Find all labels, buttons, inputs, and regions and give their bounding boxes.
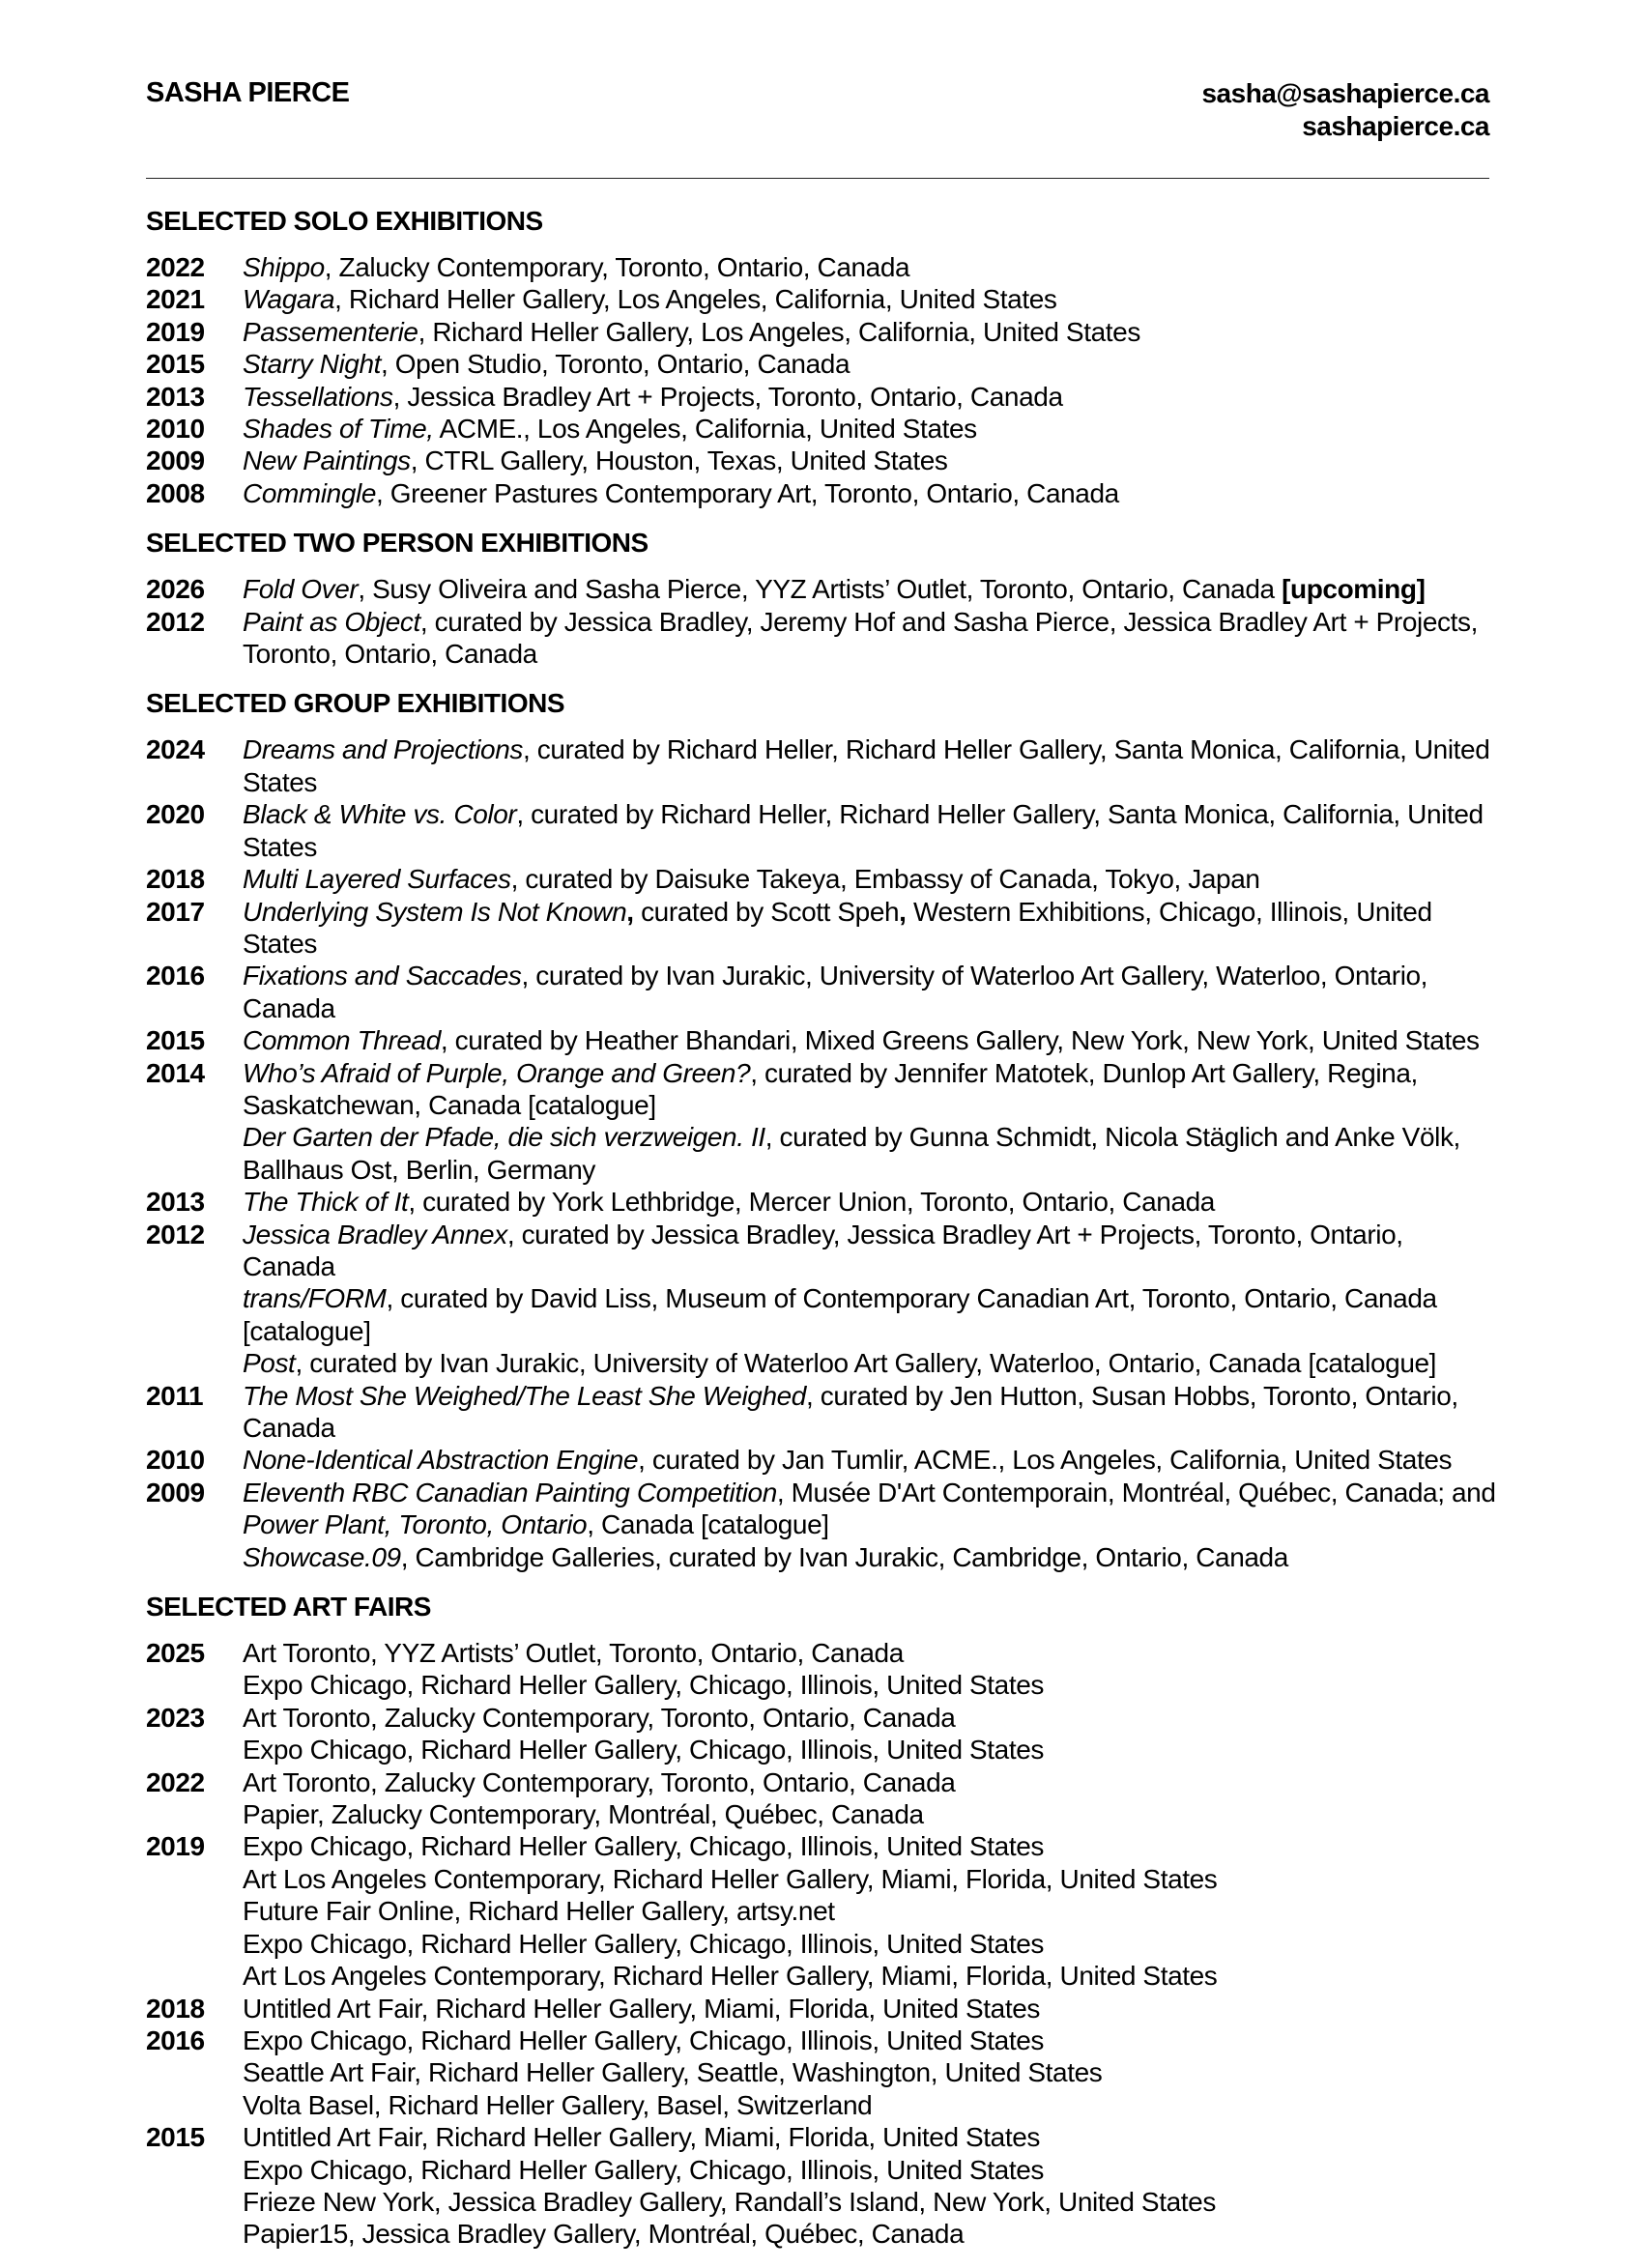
cv-row	[146, 1702, 1499, 1766]
entry-detail: , curated by Daisuke Takeya, Embassy of Canada, Tokyo, Japan	[510, 864, 1260, 895]
entry-detail: , Greener Pastures Contemporary Art, Toronto, Ontario, Canada	[376, 477, 1119, 508]
header	[146, 77, 1489, 155]
entry-list	[243, 251, 1499, 283]
cv-row	[146, 606, 1499, 671]
cv-row	[146, 573, 1499, 605]
artist-name: SASHA PIERCE	[146, 77, 350, 108]
entry-year: 2012	[146, 1219, 205, 1249]
entry-list	[243, 1766, 1499, 1831]
entry-detail: , Musée D'Art Contemporain, Montréal, Québec, Canada; and	[776, 1477, 1496, 1507]
entry-text	[243, 1766, 1499, 1798]
entry-detail: , Susy Oliveira and Sasha Pierce, YYZ Artists’ Outlet, Toronto, Ontario, Canada	[358, 574, 1283, 605]
entry-text	[243, 316, 1499, 348]
cv-row	[146, 863, 1499, 895]
entry-list	[243, 1477, 1499, 1573]
entry-detail: , curated by Jennifer Matotek, Dunlop Art Gallery, Regina, Saskatchewan, Canada [catalogue]	[243, 1057, 1418, 1120]
cv-section	[146, 1591, 1499, 2251]
entry-text	[243, 2154, 1499, 2186]
entry-detail: Art Los Angeles Contemporary, Richard Heller Gallery, Miami, Florida, United States	[243, 1863, 1218, 1894]
entry-title: Fold Over	[243, 574, 359, 605]
entry-title: New Paintings	[243, 445, 411, 476]
entry-year: 2018	[146, 1993, 205, 2024]
cv-row	[146, 1993, 1499, 2024]
entry-detail: , Zalucky Contemporary, Toronto, Ontario, Canada	[324, 252, 910, 282]
cv-row	[146, 960, 1499, 1024]
entry-text	[243, 1895, 1499, 1927]
entry-text	[243, 1477, 1499, 1541]
email-link[interactable]: sasha@sashapierce.ca	[1201, 78, 1489, 108]
cv-row	[146, 2121, 1499, 2251]
section-title: SELECTED TWO PERSON EXHIBITIONS	[146, 528, 649, 559]
entry-detail: Papier, Zalucky Contemporary, Montréal, Québec, Canada	[243, 1799, 924, 1830]
entry-year: 2012	[146, 606, 205, 637]
cv-row	[146, 413, 1499, 445]
entry-title: None-Identical Abstraction Engine	[243, 1445, 639, 1476]
entry-text	[243, 573, 1499, 605]
entry-year: 2018	[146, 864, 205, 895]
entry-title: Paint as Object	[243, 606, 420, 637]
entry-text	[243, 2089, 1499, 2121]
entry-title: Starry Night	[243, 349, 382, 380]
entry-list	[243, 445, 1499, 476]
entry-title: Post	[243, 1348, 296, 1379]
entry-detail: Volta Basel, Richard Heller Gallery, Basel, Switzerland	[243, 2089, 873, 2120]
cv-section	[146, 527, 1499, 670]
entry-list	[243, 316, 1499, 348]
entry-text	[243, 445, 1499, 476]
entry-detail: , curated by David Liss, Museum of Contemporary Canadian Art, Toronto, Ontario, Canada [catalogue]	[243, 1283, 1437, 1346]
entry-text	[243, 1347, 1499, 1379]
entry-title: Common Thread	[243, 1025, 441, 1056]
entry-year: 2009	[146, 445, 205, 476]
cv-row	[146, 251, 1499, 283]
entry-text	[243, 251, 1499, 283]
entry-detail: Art Toronto, Zalucky Contemporary, Toronto, Ontario, Canada	[243, 1702, 956, 1733]
cv-row	[146, 381, 1499, 413]
entry-text	[243, 2024, 1499, 2056]
entry-text	[243, 1830, 1499, 1862]
entry-text	[243, 1637, 1499, 1669]
header-divider	[146, 178, 1489, 179]
cv-row	[146, 1380, 1499, 1445]
entry-list	[243, 863, 1499, 895]
entry-year: 2017	[146, 896, 205, 927]
entry-title: Who’s Afraid of Purple, Orange and Green?	[243, 1057, 751, 1088]
entry-list	[243, 381, 1499, 413]
cv-row	[146, 896, 1499, 961]
entry-text	[243, 477, 1499, 509]
entry-text	[243, 1928, 1499, 1960]
entry-detail: , curated by Gunna Schmidt, Nicola Stäglich and Anke Völk, Ballhaus Ost, Berlin, Germany	[243, 1122, 1460, 1185]
entry-text	[243, 1798, 1499, 1830]
entry-list	[243, 896, 1499, 961]
entry-detail: , curated by Richard Heller, Richard Heller Gallery, Santa Monica, California, United States	[243, 799, 1484, 862]
entry-list	[243, 1024, 1499, 1056]
entry-detail: , Richard Heller Gallery, Los Angeles, California, United States	[334, 284, 1057, 315]
entry-year: 2010	[146, 414, 205, 445]
entry-year: 2013	[146, 381, 205, 412]
entry-text	[243, 1186, 1499, 1218]
entry-detail: ,	[899, 896, 907, 927]
entry-list	[243, 606, 1499, 671]
entry-title: Passementerie	[243, 316, 418, 347]
entry-year: 2011	[146, 1380, 204, 1411]
entry-title: Shades of Time,	[243, 414, 434, 445]
entry-text	[243, 2218, 1499, 2250]
contact-block	[1201, 77, 1489, 143]
entry-title: Black & White vs. Color	[243, 799, 517, 830]
entry-detail: Expo Chicago, Richard Heller Gallery, Chicago, Illinois, United States	[243, 1735, 1044, 1766]
entry-detail: Expo Chicago, Richard Heller Gallery, Chicago, Illinois, United States	[243, 1670, 1044, 1701]
cv-row	[146, 1830, 1499, 1992]
entry-year: 2013	[146, 1187, 205, 1218]
entry-detail: , Jessica Bradley Art + Projects, Toronto, Ontario, Canada	[392, 381, 1063, 412]
entry-year: 2015	[146, 1025, 205, 1056]
cv-row	[146, 798, 1499, 863]
entry-list	[243, 1186, 1499, 1218]
entry-text	[243, 1024, 1499, 1056]
entry-title: Showcase.09	[243, 1541, 401, 1572]
entry-text	[243, 1863, 1499, 1895]
entry-text	[243, 1993, 1499, 2024]
entry-title: Dreams and Projections	[243, 734, 523, 765]
entry-list	[243, 1702, 1499, 1766]
entry-text	[243, 1057, 1499, 1122]
entry-detail: [upcoming]	[1282, 574, 1426, 605]
cv-row	[146, 1766, 1499, 1831]
entry-year: 2025	[146, 1638, 205, 1669]
entry-title: trans/FORM	[243, 1283, 387, 1314]
entry-title: Underlying System Is Not Known	[243, 896, 627, 927]
entry-title: Commingle	[243, 477, 376, 508]
entry-detail: , curated by Richard Heller, Richard Heller Gallery, Santa Monica, California, United States	[243, 734, 1490, 797]
entry-title: Tessellations	[243, 381, 393, 412]
entry-year: 2021	[146, 284, 205, 315]
entry-list	[243, 2024, 1499, 2121]
entry-text	[243, 1734, 1499, 1766]
cv-section	[146, 687, 1499, 1573]
entry-list	[243, 1830, 1499, 1992]
entry-detail: , curated by Heather Bhandari, Mixed Greens Gallery, New York, New York, United States	[440, 1025, 1480, 1056]
entry-year: 2022	[146, 252, 205, 282]
entry-detail: , Open Studio, Toronto, Ontario, Canada	[381, 349, 850, 380]
entry-text	[243, 1282, 1499, 1347]
entry-text	[243, 1121, 1499, 1186]
entry-detail: Expo Chicago, Richard Heller Gallery, Chicago, Illinois, United States	[243, 1831, 1044, 1862]
entry-detail: Art Toronto, Zalucky Contemporary, Toronto, Ontario, Canada	[243, 1766, 956, 1797]
entry-detail: , curated by Jen Hutton, Susan Hobbs, Toronto, Ontario, Canada	[243, 1380, 1458, 1443]
entry-title: Wagara	[243, 284, 335, 315]
entry-title: The Thick of It	[243, 1187, 409, 1218]
entry-detail: Art Toronto, YYZ Artists’ Outlet, Toronto, Ontario, Canada	[243, 1638, 904, 1669]
entry-detail: Future Fair Online, Richard Heller Gallery, artsy.net	[243, 1896, 835, 1927]
entry-detail: Untitled Art Fair, Richard Heller Gallery, Miami, Florida, United States	[243, 2122, 1040, 2153]
entry-detail: , Canada [catalogue]	[587, 1509, 829, 1540]
entry-title: Multi Layered Surfaces	[243, 864, 511, 895]
entry-text	[243, 733, 1499, 798]
entry-detail: ACME., Los Angeles, California, United States	[433, 414, 977, 445]
entry-detail: curated by Scott Speh	[633, 896, 900, 927]
entry-detail: , curated by York Lethbridge, Mercer Union, Toronto, Ontario, Canada	[408, 1187, 1215, 1218]
cv-row	[146, 2024, 1499, 2121]
entry-text	[243, 1702, 1499, 1734]
entry-year: 2023	[146, 1702, 205, 1733]
cv-row	[146, 316, 1499, 348]
cv-row	[146, 477, 1499, 509]
entry-year: 2016	[146, 2024, 205, 2055]
entry-year: 2020	[146, 799, 205, 830]
entry-detail: , CTRL Gallery, Houston, Texas, United States	[410, 445, 948, 476]
entry-year: 2024	[146, 734, 205, 765]
entry-list	[243, 283, 1499, 315]
entry-list	[243, 1380, 1499, 1445]
entry-text	[243, 2056, 1499, 2088]
entry-text	[243, 1380, 1499, 1445]
entry-year: 2009	[146, 1477, 205, 1507]
cv-row	[146, 1057, 1499, 1187]
entry-title: Power Plant, Toronto, Ontario	[243, 1509, 588, 1540]
entry-list	[243, 1993, 1499, 2024]
entry-detail: Expo Chicago, Richard Heller Gallery, Chicago, Illinois, United States	[243, 2154, 1044, 2185]
entry-text	[243, 381, 1499, 413]
entry-list	[243, 960, 1499, 1024]
cv-row	[146, 283, 1499, 315]
entry-text	[243, 283, 1499, 315]
cv-row	[146, 733, 1499, 798]
entry-detail: Expo Chicago, Richard Heller Gallery, Chicago, Illinois, United States	[243, 2024, 1044, 2055]
entry-year: 2014	[146, 1057, 205, 1088]
entry-title: Der Garten der Pfade, die sich verzweigen. II	[243, 1122, 765, 1153]
cv-row	[146, 1219, 1499, 1380]
entry-title: Shippo	[243, 252, 325, 282]
entry-detail: , curated by Jessica Bradley, Jeremy Hof and Sasha Pierce, Jessica Bradley Art + Projects, Toronto, Ontario, Canada	[243, 606, 1478, 670]
entry-detail: Frieze New York, Jessica Bradley Gallery, Randall’s Island, New York, United States	[243, 2186, 1216, 2217]
entry-detail: Expo Chicago, Richard Heller Gallery, Chicago, Illinois, United States	[243, 1928, 1044, 1959]
entry-year: 2022	[146, 1766, 205, 1797]
entry-text	[243, 348, 1499, 380]
entry-detail: , curated by Jessica Bradley, Jessica Bradley Art + Projects, Toronto, Ontario, Canada	[243, 1219, 1403, 1281]
entry-detail: Papier15, Jessica Bradley Gallery, Montréal, Québec, Canada	[243, 2219, 965, 2250]
section-title: SELECTED GROUP EXHIBITIONS	[146, 688, 564, 719]
entry-year: 2015	[146, 349, 205, 380]
entry-detail: , curated by Ivan Jurakic, University of Waterloo Art Gallery, Waterloo, Ontario, Canada	[243, 961, 1428, 1023]
entry-list	[243, 1057, 1499, 1187]
entry-text	[243, 606, 1499, 671]
cv-row	[146, 1444, 1499, 1476]
entry-list	[243, 798, 1499, 863]
section-title: SELECTED SOLO EXHIBITIONS	[146, 206, 543, 236]
entry-list	[243, 477, 1499, 509]
entry-list	[243, 1637, 1499, 1702]
cv-section	[146, 205, 1499, 509]
entry-text	[243, 1541, 1499, 1573]
cv-row	[146, 348, 1499, 380]
entry-text	[243, 2186, 1499, 2218]
entry-year: 2016	[146, 961, 205, 991]
entry-text	[243, 896, 1499, 961]
entry-text	[243, 2121, 1499, 2153]
cv-content	[146, 205, 1499, 2268]
entry-list	[243, 573, 1499, 605]
entry-detail: , Cambridge Galleries, curated by Ivan Jurakic, Cambridge, Ontario, Canada	[400, 1541, 1288, 1572]
entry-text	[243, 413, 1499, 445]
entry-detail: , curated by Jan Tumlir, ACME., Los Angeles, California, United States	[638, 1445, 1453, 1476]
entry-list	[243, 348, 1499, 380]
website-link[interactable]: sashapierce.ca	[1302, 111, 1489, 141]
entry-year: 2019	[146, 316, 205, 347]
entry-list	[243, 413, 1499, 445]
cv-row	[146, 1477, 1499, 1573]
entry-list	[243, 733, 1499, 798]
entry-text	[243, 798, 1499, 863]
entry-year: 2026	[146, 574, 205, 605]
entry-text	[243, 960, 1499, 1024]
entry-detail: Untitled Art Fair, Richard Heller Gallery, Miami, Florida, United States	[243, 1993, 1040, 2024]
cv-row	[146, 1186, 1499, 1218]
entry-list	[243, 2121, 1499, 2251]
entry-title: Fixations and Saccades	[243, 961, 522, 991]
cv-row	[146, 1024, 1499, 1056]
entry-text	[243, 1960, 1499, 1992]
entry-year: 2008	[146, 477, 205, 508]
entry-year: 2015	[146, 2122, 205, 2153]
section-title: SELECTED ART FAIRS	[146, 1592, 431, 1622]
cv-row	[146, 1637, 1499, 1702]
entry-detail: , curated by Ivan Jurakic, University of Waterloo Art Gallery, Waterloo, Ontario, Canada [catalogue]	[295, 1348, 1437, 1379]
entry-title: The Most She Weighed/The Least She Weighed	[243, 1380, 806, 1411]
entry-detail: ,	[626, 896, 634, 927]
entry-list	[243, 1444, 1499, 1476]
entry-detail: Art Los Angeles Contemporary, Richard Heller Gallery, Miami, Florida, United States	[243, 1961, 1218, 1992]
entry-detail: Seattle Art Fair, Richard Heller Gallery, Seattle, Washington, United States	[243, 2057, 1103, 2088]
entry-detail: , Richard Heller Gallery, Los Angeles, California, United States	[418, 316, 1140, 347]
entry-text	[243, 863, 1499, 895]
entry-text	[243, 1219, 1499, 1283]
entry-year: 2010	[146, 1445, 205, 1476]
entry-title: Jessica Bradley Annex	[243, 1219, 507, 1249]
entry-text	[243, 1669, 1499, 1701]
entry-year: 2019	[146, 1831, 205, 1862]
entry-list	[243, 1219, 1499, 1380]
cv-row	[146, 445, 1499, 476]
entry-title: Eleventh RBC Canadian Painting Competition	[243, 1477, 777, 1507]
entry-text	[243, 1444, 1499, 1476]
entry-detail: Western Exhibitions, Chicago, Illinois, United States	[243, 896, 1432, 959]
